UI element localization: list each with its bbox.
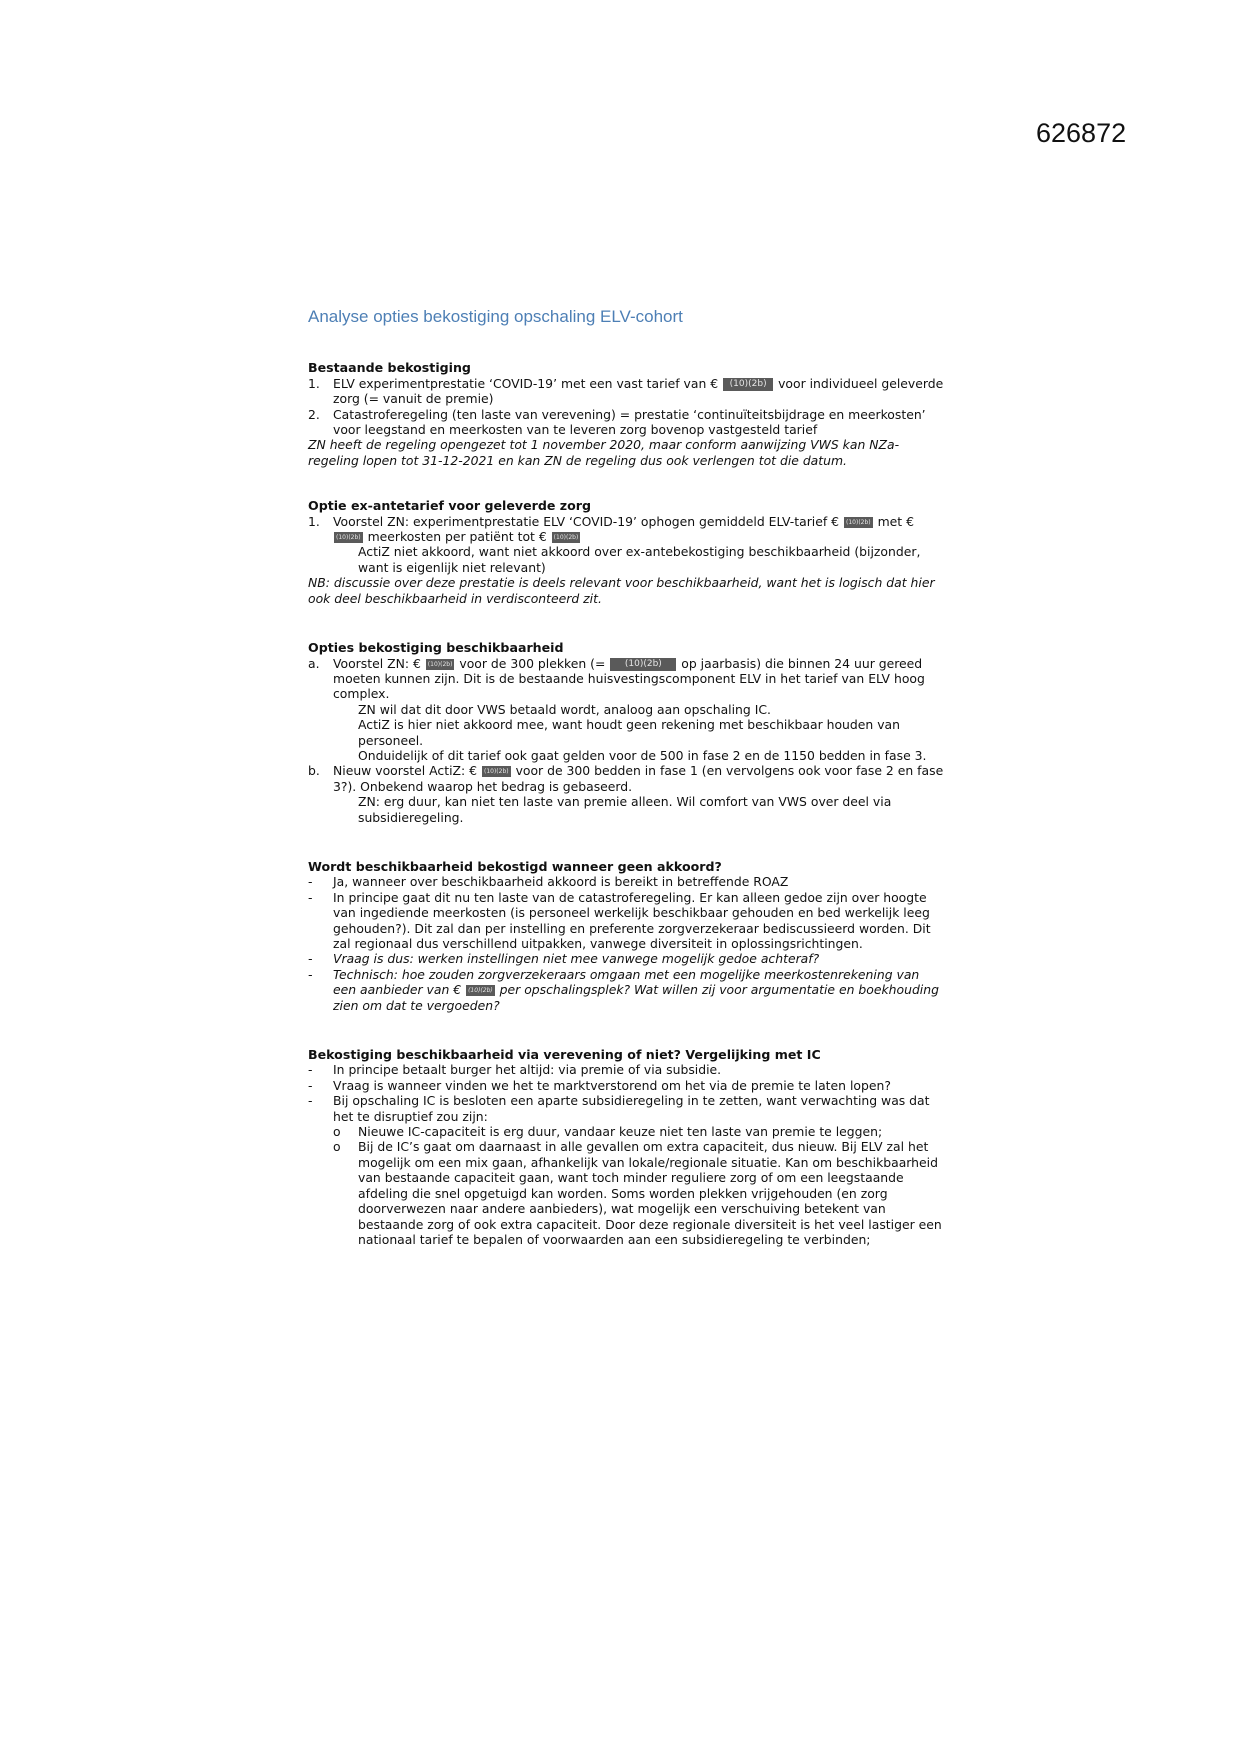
list-item: - In principe betaalt burger het altijd: via premie of via subsidie. [308, 1062, 722, 1078]
list-item: a. Voorstel ZN: € (10)(2b) voor de 300 plekken (= (10)(2b) op jaarbasis) die binnen 24 uur gereed moeten kunnen zijn. Dit is de bestaande huisvestingscomponent ELV in het tarief van ELV hoog complex. [308, 655, 925, 702]
redaction-box: (10)(2b) [846, 518, 871, 526]
sub-item: o Bij de IC’s gaat om daarnaast in alle gevallen om extra capaciteit, dus nieuw. Bij ELV zal het mogelijk om een mix gaan, afhankelijk van lokale/regionale situatie. Kan om beschikbaarheid van bestaande capaciteit gaan, want toch minder reguliere zorg of om een leegstaande afdeling die snel opgetuigd kan worden. Soms worden plekken vrijgehouden (en zorg doorverwezen naar andere aanbieders), wat mogelijk een verschuiving betekent van bestaande zorg of ook extra capaciteit. Door deze regionale diversiteit is het veel lastiger een nationaal tarief te bepalen of voorwaarden aan een subsidieregeling te verbinden; [333, 1139, 942, 1247]
list-item: 1. Voorstel ZN: experimentprestatie ELV ‘COVID-19’ ophogen gemiddeld ELV-tarief € (10)(2b) met € (10)(2b) meerkosten per patiënt tot € (10)(2b) [308, 513, 914, 545]
sub-item: ActiZ is hier niet akkoord mee, want houdt geen rekening met beschikbaar houden van personeel. [358, 717, 900, 748]
redaction-box: (10)(2b) [723, 378, 773, 391]
list-item: - Technisch: hoe zouden zorgverzekeraars omgaan met een mogelijke meerkostenrekening van een aanbieder van € (10)(2b) per opschalingsplek? Wat willen zij voor argumentatie en boekhouding zien om dat te vergoeden? [308, 966, 939, 1013]
list-item: 2. Catastroferegeling (ten laste van verevening) = prestatie ‘continuïteitsbijdrage en meerkosten’ voor leegstand en meerkosten van te leveren zorg bovenop vastgesteld tarief [308, 406, 926, 438]
redaction-box: (10)(2b) [468, 987, 493, 995]
section-geen-akkoord [308, 859, 944, 1013]
list-item: - Vraag is dus: werken instellingen niet mee vanwege mogelijk gedoe achteraf? [308, 951, 820, 967]
redaction-box: (10)(2b) [483, 768, 509, 776]
section-heading: Opties bekostiging beschikbaarheid [308, 640, 564, 656]
list-item: b. Nieuw voorstel ActiZ: € (10)(2b) voor de 300 bedden in fase 1 (en vervolgens ook voor fase 2 en fase 3?). Onbekend waarop het bedrag is gebaseerd. [308, 763, 944, 794]
italic-note: ZN heeft de regeling opengezet tot 1 november 2020, maar conform aanwijzing VWS kan NZa-regeling lopen tot 31-12-2021 en kan ZN de regeling dus ook verlengen tot die datum. [308, 437, 900, 468]
list-item: - In principe gaat dit nu ten laste van de catastroferegeling. Er kan alleen gedoe zijn over hoogte van ingediende meerkosten (is personeel werkelijk beschikbaar gehouden en bed werkelijk leeg gehouden?). Dit zal dan per instelling en preferente zorgverzekeraar bediscussieerd worden. Dit zal regionaal dus verschillend uitpakken, vanwege diversiteit in oplossingsrichtingen. [308, 889, 931, 951]
italic-note: NB: discussie over deze prestatie is deels relevant voor beschikbaarheid, want het is logisch dat hier ook deel beschikbaarheid in verdisconteerd zit. [308, 575, 935, 606]
document-body [308, 309, 944, 1281]
list-item: - Bij opschaling IC is besloten een aparte subsidieregeling in te zetten, want verwachting was dat het te disruptief zou zijn: [308, 1093, 930, 1124]
redaction-box: (10)(2b) [553, 534, 579, 542]
sub-item: ZN wil dat dit door VWS betaald wordt, analoog aan opschaling IC. [358, 701, 771, 717]
list-item: 1. ELV experimentprestatie ‘COVID-19’ met een vast tarief van € (10)(2b) voor individueel geleverde zorg (= vanuit de premie) [308, 375, 944, 407]
document-title: Analyse opties bekostiging opschaling ELV-cohort [308, 307, 683, 326]
section-bestaande-bekostiging [308, 360, 944, 468]
section-optie-ex-antetarief [308, 498, 944, 606]
section-heading: Bekostiging beschikbaarheid via verevening of niet? Vergelijking met IC [308, 1047, 821, 1063]
redaction-box: (10)(2b) [427, 660, 453, 668]
document-number: 626872 [1036, 118, 1127, 148]
redaction-box: (10)(2b) [336, 534, 361, 542]
sub-item: Onduidelijk of dit tarief ook gaat gelden voor de 500 in fase 2 en de 1150 bedden in fase 3. [358, 747, 927, 763]
section-opties-bekostiging-beschikbaarheid [308, 640, 944, 825]
section-heading: Wordt beschikbaarheid bekostigd wanneer geen akkoord? [308, 858, 722, 874]
list-item: - Vraag is wanneer vinden we het te marktverstorend om het via de premie te laten lopen? [308, 1077, 891, 1093]
list-item: - Ja, wanneer over beschikbaarheid akkoord is bereikt in betreffende ROAZ [308, 874, 789, 890]
section-verevening-vergelijking-ic [308, 1047, 944, 1247]
redaction-box: (10)(2b) [610, 658, 676, 671]
sub-item: o Nieuwe IC-capaciteit is erg duur, vandaar keuze niet ten laste van premie te leggen; [333, 1124, 883, 1140]
section-heading: Optie ex-antetarief voor geleverde zorg [308, 498, 591, 514]
sub-item: ActiZ niet akkoord, want niet akkoord over ex-antebekostiging beschikbaarheid (bijzonder, want is eigenlijk niet relevant) [358, 544, 921, 575]
section-heading: Bestaande bekostiging [308, 360, 471, 376]
sub-item: ZN: erg duur, kan niet ten laste van premie alleen. Wil comfort van VWS over deel via subsidieregeling. [358, 794, 892, 825]
